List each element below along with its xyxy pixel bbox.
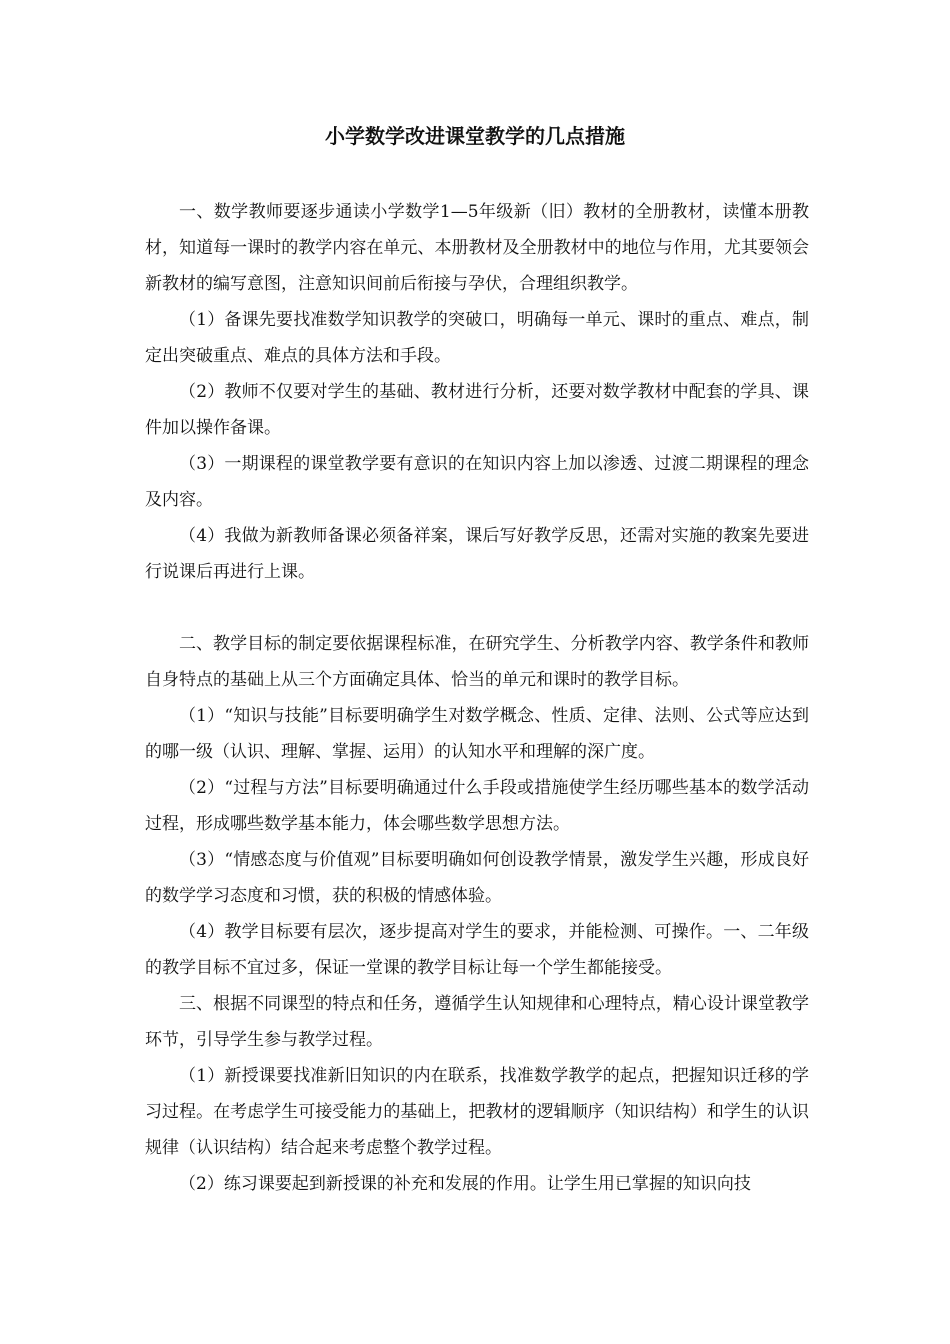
section-1-item-3: （3）一期课程的课堂教学要有意识的在知识内容上加以渗透、过渡二期课程的理念及内容。 [145, 454, 809, 510]
section-3-item-1: （1）新授课要找准新旧知识的内在联系，找准数学教学的起点，把握知识迁移的学习过程。在考虑学生可接受能力的基础上，把教材的逻辑顺序（知识结构）和学生的认识规律（认识结构）结合起来考虑整个教学过程。 [145, 1066, 809, 1158]
document-body [145, 194, 809, 1202]
section-1-item-1: （1）备课先要找准数学知识教学的突破口，明确每一单元、课时的重点、难点，制定出突破重点、难点的具体方法和手段。 [145, 310, 809, 366]
section-2-item-3: （3）“情感态度与价值观”目标要明确如何创设教学情景，激发学生兴趣，形成良好的数学学习态度和习惯，获的积极的情感体验。 [145, 850, 809, 906]
section-2-item-4: （4）教学目标要有层次，逐步提高对学生的要求，并能检测、可操作。一、二年级的教学目标不宜过多，保证一堂课的教学目标让每一个学生都能接受。 [145, 922, 809, 978]
section-3-intro: 三、根据不同课型的特点和任务，遵循学生认知规律和心理特点，精心设计课堂教学环节，引导学生参与教学过程。 [145, 994, 809, 1050]
section-2-item-2: （2）“过程与方法”目标要明确通过什么手段或措施使学生经历哪些基本的数学活动过程，形成哪些数学基本能力，体会哪些数学思想方法。 [145, 778, 809, 834]
section-2-item-1: （1）“知识与技能”目标要明确学生对数学概念、性质、定律、法则、公式等应达到的哪一级（认识、理解、掌握、运用）的认知水平和理解的深广度。 [145, 706, 809, 762]
section-1-item-4: （4）我做为新教师备课必须备祥案，课后写好教学反思，还需对实施的教案先要进行说课后再进行上课。 [145, 526, 809, 582]
section-2-intro: 二、教学目标的制定要依据课程标准，在研究学生、分析教学内容、教学条件和教师自身特点的基础上从三个方面确定具体、恰当的单元和课时的教学目标。 [145, 634, 809, 690]
document-title: 小学数学改进课堂教学的几点措施 [325, 124, 625, 148]
section-3-item-2: （2）练习课要起到新授课的补充和发展的作用。让学生用已掌握的知识向技 [179, 1174, 751, 1194]
section-gap [145, 590, 809, 626]
section-1-item-2: （2）教师不仅要对学生的基础、教材进行分析，还要对数学教材中配套的学具、课件加以操作备课。 [145, 382, 809, 438]
section-1-intro: 一、数学教师要逐步通读小学数学1—5年级新（旧）教材的全册教材，读懂本册教材，知道每一课时的教学内容在单元、本册教材及全册教材中的地位与作用，尤其要领会新教材的编写意图，注意知识间前后衔接与孕伏，合理组织教学。 [145, 202, 809, 294]
